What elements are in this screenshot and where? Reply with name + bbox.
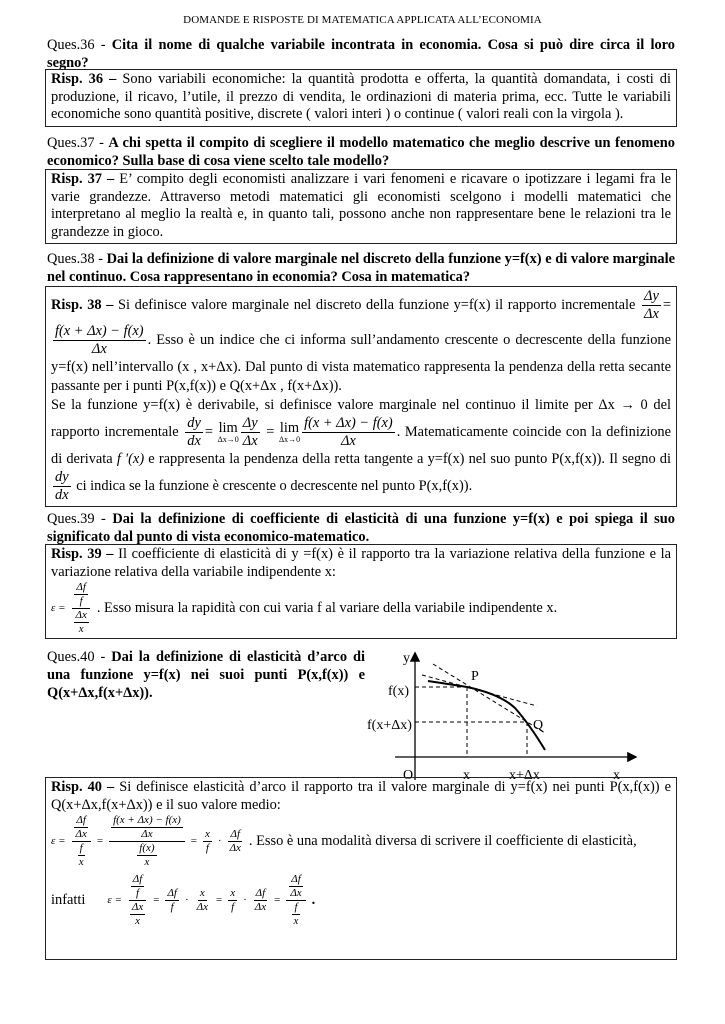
answer-text: Si definisce elasticità d’arco il rapporto tra il valore marginale di y=f(x) nei punti P(x,f(x)) e Q(x+Δx,f(x+Δx)) e il suo valore medio: — [51, 779, 671, 813]
numerator: Δx — [75, 609, 87, 621]
answer-39-box — [45, 544, 677, 639]
numerator: Δf — [167, 887, 177, 899]
xdx-label: x+Δx — [509, 768, 540, 783]
fraction-derivative — [185, 415, 203, 450]
epsilon: ε = — [51, 601, 66, 614]
fraction — [195, 887, 210, 914]
question-38 — [47, 251, 675, 286]
denominator: Δx — [290, 887, 302, 899]
denominator: x — [78, 623, 84, 635]
denominator: dx — [55, 487, 69, 503]
numerator: x — [230, 887, 236, 899]
numerator: f(x + Δx) − f(x) — [55, 323, 144, 339]
answer-text: E’ compito degli economisti analizzare i vari fenomeni e ricavare o ipotizzare i legami fra le varie grandezze. Attraverso metodi matematici gli economisti scelgono i modelli matematici che interpretano al meglio la realtà e, in quanto tali, possono anche non rappresentare bene le relazioni tra le grandezze in gioco. — [51, 171, 671, 240]
denominator: f — [170, 901, 174, 913]
period: . — [311, 891, 316, 908]
numerator: Δy — [644, 288, 659, 304]
fxdx-label: f(x+Δx) — [367, 718, 412, 733]
lim: lim — [218, 420, 238, 436]
x-label: x — [463, 768, 470, 783]
answer-text: ci indica se la funzione è crescente o decrescente nel punto P(x,f(x)). — [76, 477, 473, 494]
question-label: Ques.36 - — [47, 37, 106, 53]
fraction — [228, 887, 237, 914]
question-37 — [47, 135, 675, 170]
answer-text: . Esso è un indice che ci informa sull’andamento crescente o decrescente della funzione y=f(x) nell’intervallo (x , x+Δx). Dal punto di vista matematico rappresenta la pendenza della retta secante passante per i punti P(x,f(x)) e Q(x+Δx , f(x+Δx)). — [51, 331, 671, 394]
numerator: x — [205, 828, 210, 840]
equals: = — [215, 893, 223, 906]
numerator: f — [294, 901, 298, 913]
compound-fraction — [72, 581, 91, 636]
question-39 — [47, 511, 675, 546]
numerator: dy — [187, 415, 201, 431]
question-label: Ques.38 - — [47, 251, 103, 267]
fraction-dy-dx — [642, 288, 661, 323]
answer-text: Il coefficiente di elasticità di y =f(x) è il rapporto tra la variazione relativa della funzione e la variazione relativa della variabile indipendente x: — [51, 546, 671, 580]
fraction-dy-dx — [241, 415, 260, 450]
formula-infatti — [51, 873, 671, 928]
numerator: Δy — [242, 415, 258, 431]
question-text: A chi spetta il compito di scegliere il modello matematico che meglio descrive un fenomeno economico? Sulla base di cosa viene scelto tale modello? — [47, 135, 675, 169]
dot: · — [217, 834, 222, 847]
secant-line — [433, 664, 545, 733]
denominator: x — [78, 856, 84, 868]
dot: · — [243, 893, 247, 906]
numerator: Δf — [291, 873, 301, 885]
denominator: x — [293, 915, 299, 927]
lim-sub: Δx→0 — [217, 435, 239, 444]
answer-label: Risp. 36 – — [51, 71, 117, 87]
fraction-incremental — [302, 415, 395, 450]
limit — [279, 421, 300, 444]
question-text: Cita il nome di qualche variabile incontrata in economia. Cosa si può dire circa il loro segno? — [47, 37, 675, 71]
question-text: Dai la definizione di coefficiente di elasticità di una funzione y=f(x) e poi spiega il suo significato dal punto di vista economico-matematico. — [47, 511, 675, 545]
equals: = — [153, 893, 160, 906]
denominator: f — [79, 595, 83, 607]
equals: = — [266, 423, 275, 440]
fraction — [228, 828, 243, 855]
numerator: f — [79, 842, 83, 854]
equals: = — [204, 423, 213, 440]
denominator: dx — [187, 433, 201, 449]
fraction — [165, 887, 179, 914]
numerator: Δx — [131, 901, 144, 913]
lim-sub: Δx→0 — [278, 435, 301, 444]
answer-label: Risp. 38 – — [51, 296, 114, 313]
answer-label: Risp. 39 – — [51, 546, 114, 562]
answer-text: . Esso è una modalità diversa di scrivere il coefficiente di elasticità, — [248, 832, 637, 849]
numerator: Δf — [255, 887, 266, 899]
answer-label: Risp. 40 – — [51, 779, 115, 795]
denominator: Δx — [91, 341, 107, 357]
elasticity-diagram — [360, 640, 650, 785]
fx-label: f(x) — [388, 684, 409, 699]
formula-arc-elasticity — [51, 814, 671, 869]
fraction-incremental — [53, 323, 146, 358]
answer-text: . Esso misura la rapidità con cui varia f al variare della variabile indipendente x. — [96, 599, 558, 616]
equals: = — [96, 834, 104, 847]
answer-36-box — [45, 69, 677, 127]
denominator: f — [205, 842, 209, 854]
numerator: f(x + Δx) − f(x) — [304, 415, 393, 431]
compound-fraction — [72, 814, 91, 869]
answer-38-box — [45, 286, 677, 507]
numerator: dy — [55, 469, 69, 485]
page-header: DOMANDE E RISPOSTE DI MATEMATICA APPLICATA ALL’ECONOMIA — [183, 14, 542, 26]
numerator: f(x) — [139, 842, 155, 854]
fraction — [253, 887, 268, 914]
point-p-label: P — [471, 669, 479, 684]
limit — [218, 421, 239, 444]
question-text: Dai la definizione di valore marginale nel discreto della funzione y=f(x) e di valore marginale nel continuo. Cosa rappresentano in economia? Cosa in matematica? — [47, 251, 675, 285]
compound-fraction — [128, 873, 147, 928]
denominator: Δx — [196, 901, 208, 913]
equals: = — [190, 834, 198, 847]
answer-text: Se la funzione y=f(x) è derivabile, si definisce valore marginale nel continuo il limite per Δx → 0 del rapporto incrementale — [51, 397, 671, 440]
x-axis-label: x — [613, 768, 620, 783]
numerator: f(x + Δx) − f(x) — [113, 814, 181, 826]
numerator: x — [199, 887, 205, 899]
question-label: Ques.40 - — [47, 649, 106, 665]
equals: = — [274, 893, 281, 906]
formula-elasticity — [51, 581, 671, 636]
equals: = — [662, 296, 671, 313]
question-label: Ques.39 - — [47, 511, 106, 527]
denominator: Δx — [644, 306, 659, 322]
denominator: x — [135, 915, 140, 927]
denominator: f — [136, 887, 140, 899]
denominator: Δx — [254, 901, 267, 913]
question-label: Ques.37 - — [47, 135, 104, 151]
compound-fraction — [286, 873, 305, 928]
answer-text: Sono variabili economiche: la quantità prodotta e offerta, la quantità domandata, i costi di produzione, il ricavo, l’utile, il prezzo di vendita, le ordinazioni di materia prima, ecc. Tutte le variabili economiche sono quantità positive, discrete ( valori interi ) o continue ( valori reali con la virgola ). — [51, 71, 671, 122]
compound-fraction — [109, 814, 185, 869]
denominator: f — [231, 901, 235, 913]
numerator: Δf — [76, 814, 86, 826]
denominator: Δx — [242, 433, 258, 449]
numerator: Δf — [76, 581, 86, 593]
answer-37-box — [45, 169, 677, 244]
y-label: y — [403, 651, 410, 666]
denominator: x — [144, 856, 150, 868]
point-q-label: Q — [533, 718, 544, 733]
epsilon: ε = — [107, 893, 122, 906]
fraction-derivative — [53, 469, 71, 504]
denominator: Δx — [75, 828, 87, 840]
answer-text: . Matematicamente coincide con la definizione di derivata — [51, 423, 671, 467]
dot: · — [184, 893, 189, 906]
denominator: Δx — [340, 433, 356, 449]
epsilon: ε = — [51, 834, 66, 847]
question-text: Dai la definizione di elasticità d’arco di una funzione y=f(x) nei suoi punti P(x,f(x)) e Q(x+Δx,f(x+Δx)). — [47, 649, 365, 701]
infatti-label: infatti — [51, 891, 86, 908]
numerator: Δf — [132, 873, 143, 885]
answer-text: Si definisce valore marginale nel discreto della funzione y=f(x) il rapporto incrementale — [118, 296, 636, 313]
origin-label: O — [403, 768, 414, 783]
question-40 — [47, 648, 365, 702]
question-36 — [47, 37, 675, 72]
numerator: Δf — [230, 828, 240, 840]
answer-40-box — [45, 777, 677, 960]
fraction — [203, 828, 212, 855]
denominator: Δx — [229, 842, 241, 854]
answer-label: Risp. 37 – — [51, 171, 115, 187]
denominator: Δx — [141, 828, 153, 840]
answer-text: e rappresenta la pendenza della retta tangente a y=f(x) nel suo punto P(x,f(x)). Il segno di — [148, 451, 671, 467]
lim: lim — [279, 420, 300, 436]
derivative: f ′(x) — [116, 451, 145, 467]
